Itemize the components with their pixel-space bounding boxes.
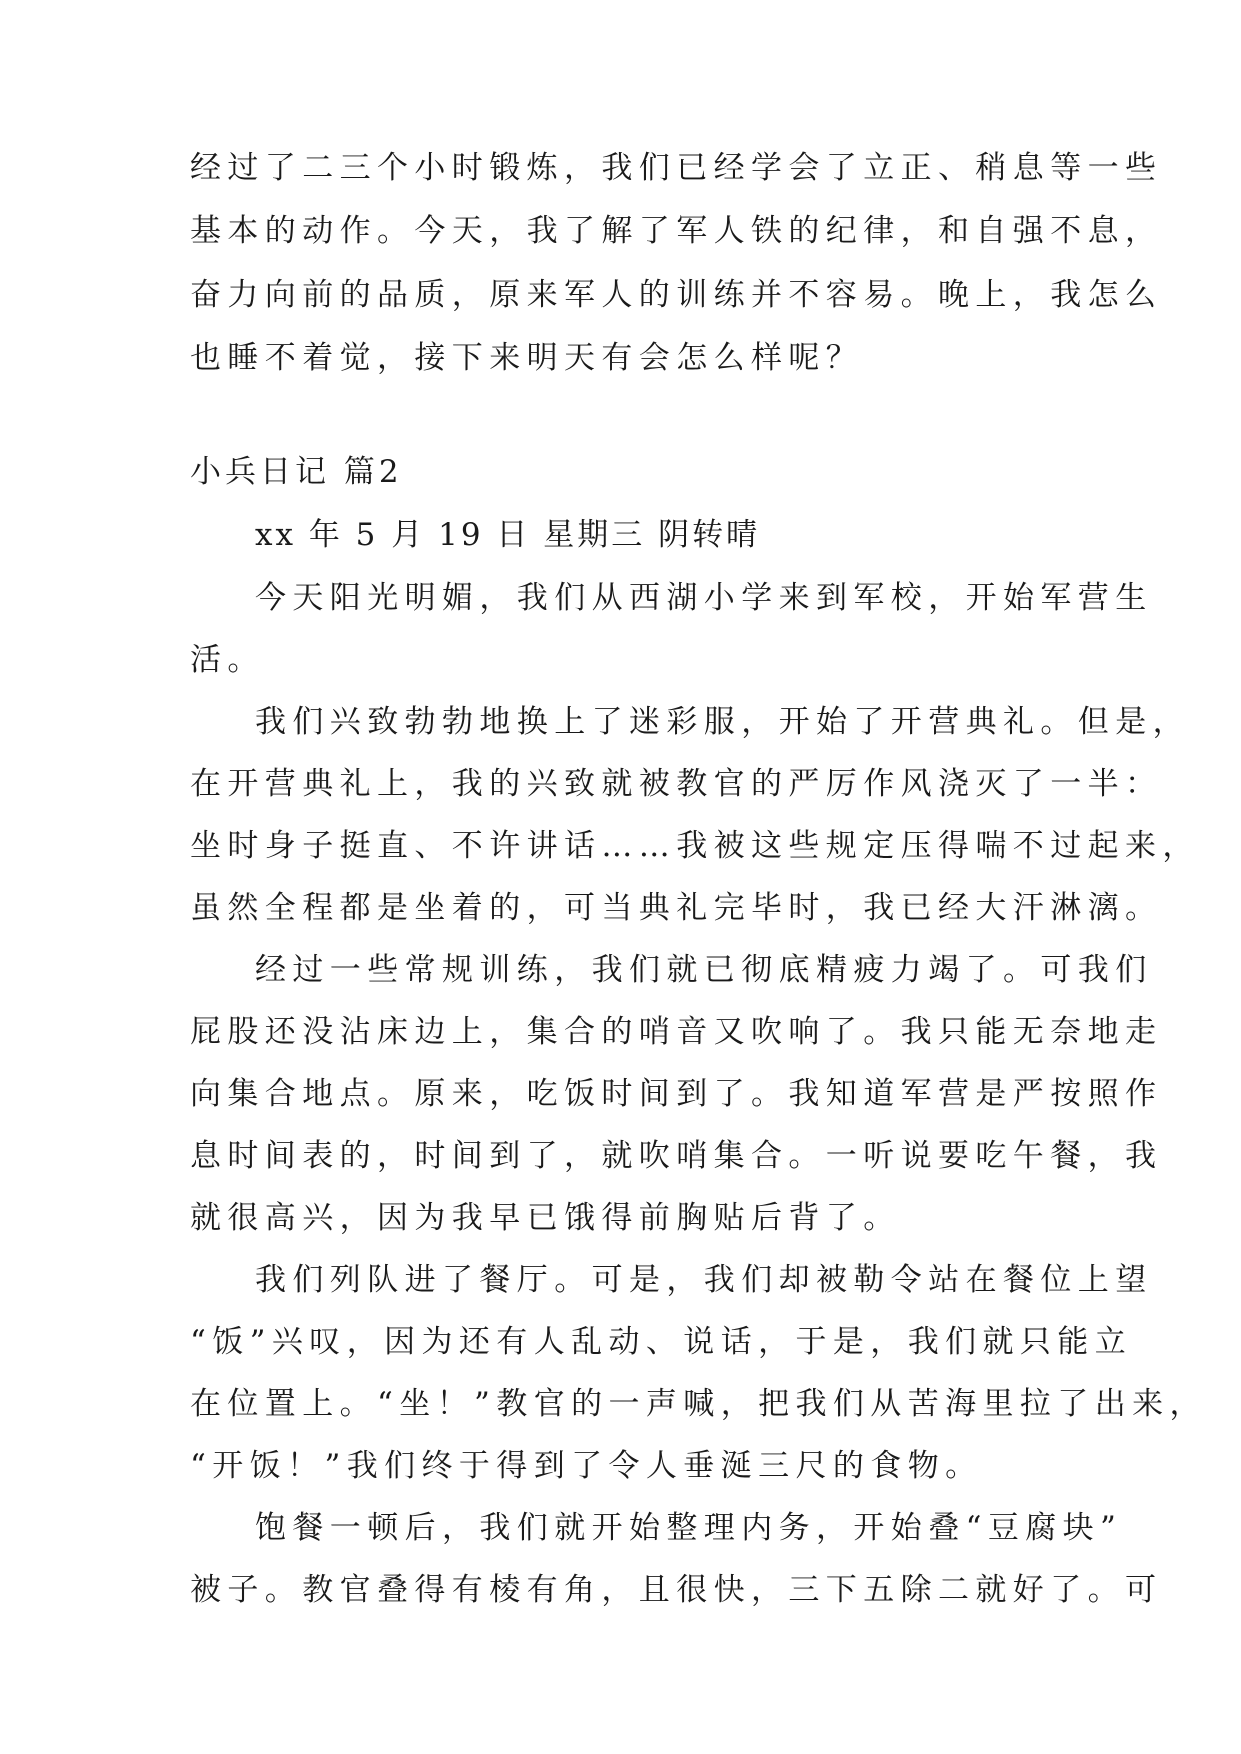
para2-line-2: 在开营典礼上，我的兴致就被教官的严厉作风浇灭了一半： (190, 766, 1163, 802)
para5-line-2: 被子。教官叠得有棱有角，且很快，三下五除二就好了。可 (190, 1572, 1163, 1608)
para4-line-4: “开饭！”我们终于得到了令人垂涎三尺的食物。 (190, 1448, 983, 1484)
para1-line-2: 活。 (190, 642, 265, 678)
para2-line-1: 我们兴致勃勃地换上了迷彩服，开始了开营典礼。但是， (255, 704, 1190, 740)
para3-line-1: 经过一些常规训练，我们就已彻底精疲力竭了。可我们 (255, 952, 1153, 988)
para3-line-4: 息时间表的，时间到了，就吹哨集合。一听说要吃午餐，我 (190, 1138, 1163, 1174)
intro-line-4: 也睡不着觉，接下来明天有会怎么样呢？ (190, 340, 864, 376)
para5-line-1: 饱餐一顿后，我们就开始整理内务，开始叠“豆腐块” (255, 1510, 1123, 1546)
para1-line-1: 今天阳光明媚，我们从西湖小学来到军校，开始军营生 (255, 580, 1153, 616)
para4-line-3: 在位置上。“坐！”教官的一声喊，把我们从苦海里拉了出来， (190, 1386, 1207, 1422)
para3-line-5: 就很高兴，因为我早已饿得前胸贴后背了。 (190, 1200, 901, 1236)
para4-line-2: “饭”兴叹，因为还有人乱动、说话，于是，我们就只能立 (190, 1324, 1133, 1360)
date-line: xx 年 5 月 19 日 星期三 阴转晴 (255, 517, 761, 553)
intro-line-3: 奋力向前的品质，原来军人的训练并不容易。晚上，我怎么 (190, 277, 1163, 313)
para2-line-4: 虽然全程都是坐着的，可当典礼完毕时，我已经大汗淋漓。 (190, 890, 1163, 926)
section-title: 小兵日记 篇2 (190, 454, 403, 490)
intro-line-1: 经过了二三个小时锻炼，我们已经学会了立正、稍息等一些 (190, 150, 1163, 186)
para2-line-3: 坐时身子挺直、不许讲话……我被这些规定压得喘不过起来， (190, 828, 1200, 864)
para3-line-3: 向集合地点。原来，吃饭时间到了。我知道军营是严按照作 (190, 1076, 1163, 1112)
intro-line-2: 基本的动作。今天，我了解了军人铁的纪律，和自强不息， (190, 213, 1163, 249)
para3-line-2: 屁股还没沾床边上，集合的哨音又吹响了。我只能无奈地走 (190, 1014, 1163, 1050)
para4-line-1: 我们列队进了餐厅。可是，我们却被勒令站在餐位上望 (255, 1262, 1153, 1298)
